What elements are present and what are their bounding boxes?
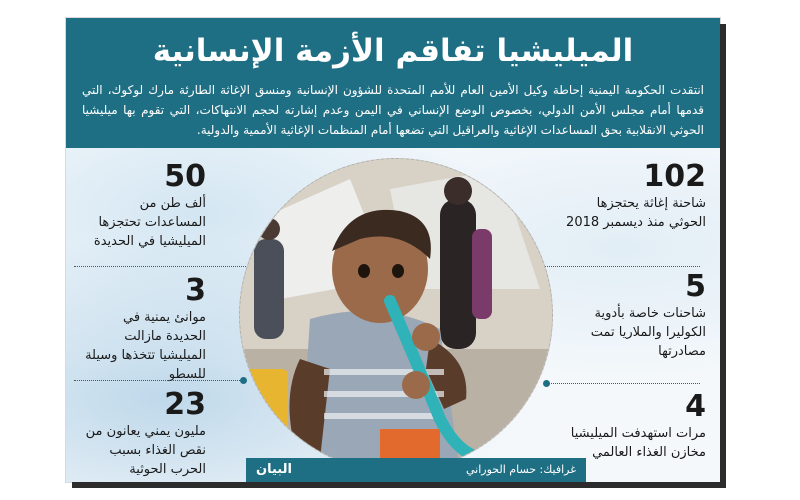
stat-tons-detained xyxy=(80,160,206,251)
child-photo-illustration xyxy=(240,159,552,471)
stat-people-hungry xyxy=(80,388,206,479)
divider xyxy=(74,380,244,381)
child-photo xyxy=(239,158,553,472)
intro-paragraph: انتقدت الحكومة اليمنية إحاطة وكيل الأمين العام للأمم المتحدة للشؤون الإنسانية ومنسق الإغاثة الطارئة مارك لوكوك، التي قدمها أمام مجلس الأمن الدولي، بخصوص الوضع الإنساني في اليمن وعدم إشارته لحجم الانتهاكات، التي تقوم بها ميليشيا الحوثي الانقلابية بحق المساعدات الإغاثية والعراقيل التي تضعها أمام المنظمات الإغاثية الأممية والدولية. xyxy=(82,83,704,137)
stat-text: ألف طن من المساعدات تحتجزها الميليشيا في الحديدة xyxy=(93,196,206,249)
stat-trucks-detained xyxy=(566,160,706,232)
stat-medicine-trucks xyxy=(566,270,706,361)
stat-text: مليون يمني يعانون من نقص الغذاء بسبب الحرب الحوثية xyxy=(85,424,206,477)
publisher-logo: البيان xyxy=(256,462,292,477)
stat-value: 50 xyxy=(164,159,206,194)
stat-text: شاحنات خاصة بأدوية الكوليرا والملاريا تمت مصادرتها xyxy=(590,306,706,359)
page-title: الميليشيا تفاقم الأزمة الإنسانية xyxy=(152,33,634,69)
stat-text: شاحنة إغاثة يحتجزها الحوثي منذ ديسمبر 2018 xyxy=(566,196,706,230)
divider xyxy=(536,266,700,267)
stat-ports xyxy=(80,274,206,384)
stat-text: موانئ يمنية في الحديدة مازالت الميليشيا تتخذها وسيلة للسطو xyxy=(85,310,206,382)
header-banner xyxy=(66,18,720,148)
stat-value: 23 xyxy=(164,387,206,422)
footer-bar xyxy=(246,458,586,482)
divider xyxy=(74,266,258,267)
stat-value: 3 xyxy=(185,273,206,308)
stat-text: مرات استهدفت الميليشيا مخازن الغذاء العالمي xyxy=(570,426,706,460)
divider xyxy=(546,383,700,384)
infographic-card xyxy=(66,18,720,482)
stat-value: 5 xyxy=(685,269,706,304)
stat-value: 4 xyxy=(685,389,706,424)
stat-value: 102 xyxy=(643,159,706,194)
graphic-credit: غرافيك: حسام الحوراني xyxy=(466,463,576,476)
stat-food-warehouses xyxy=(556,390,706,462)
